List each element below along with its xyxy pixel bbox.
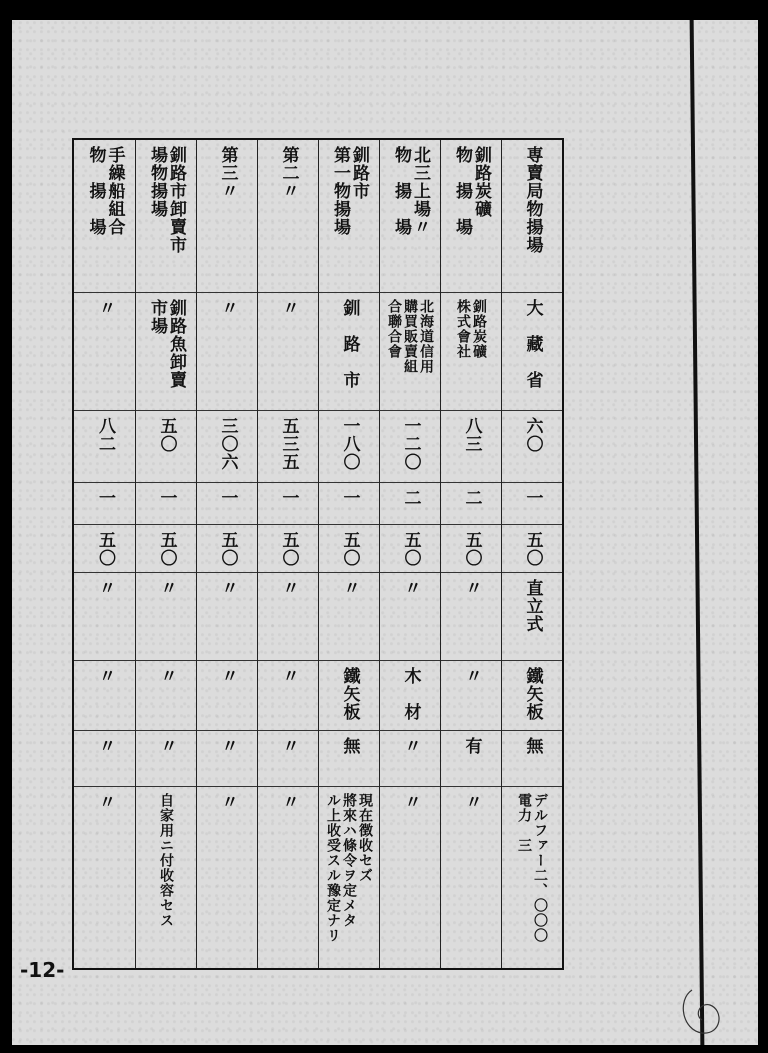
table-cell-length: [136, 410, 196, 482]
table-cell-count: [197, 482, 257, 524]
cell-text: 五〇: [278, 531, 299, 567]
table-cell-site: [258, 140, 318, 292]
cell-text: 〃: [95, 667, 115, 685]
table-cell-depth: [380, 524, 440, 572]
table-cell-extra: [136, 730, 196, 786]
table-cell-extra: [197, 730, 257, 786]
table-cell-site: [380, 140, 440, 292]
table-cell-remark: [502, 786, 562, 968]
cell-text: 〃: [156, 667, 177, 685]
cell-text: 〃: [217, 299, 238, 317]
cell-text: 一: [217, 489, 238, 507]
table-cell-count: [74, 482, 135, 524]
cell-text: 鐵矢板: [522, 667, 543, 721]
table-cell-material: [197, 660, 257, 730]
document-page: [12, 20, 758, 1045]
table-cell-extra: [441, 730, 501, 786]
table-column: [74, 140, 135, 968]
table-cell-owner: [319, 292, 379, 410]
table-cell-owner: [258, 292, 318, 410]
table-cell-remark: [441, 786, 501, 968]
cell-text: 五〇: [400, 531, 421, 567]
cell-text: 一二〇: [400, 417, 421, 471]
table-cell-extra: [319, 730, 379, 786]
cell-text: 一: [278, 489, 299, 507]
table-cell-length: [319, 410, 379, 482]
cell-text: 〃: [278, 737, 299, 755]
cell-text: 五〇: [156, 531, 177, 567]
table-cell-depth: [197, 524, 257, 572]
cell-text: 〃: [278, 579, 299, 597]
cell-text: 鐵矢板: [339, 667, 360, 721]
table-cell-depth: [74, 524, 135, 572]
cell-text: 〃: [217, 737, 238, 755]
cell-text: 〃: [400, 737, 421, 755]
table-cell-type: [136, 572, 196, 660]
cell-text: 手繰船組合 物 揚 場: [85, 146, 125, 236]
cell-text: 一八〇: [339, 417, 360, 471]
table-cell-type: [74, 572, 135, 660]
table-cell-material: [136, 660, 196, 730]
cell-text: 北海道信用 購買販賣組 合聯合會: [386, 299, 434, 374]
cell-text: 直立式: [522, 579, 543, 633]
cell-text: 〃: [278, 667, 299, 685]
table-column: [501, 140, 562, 968]
cell-text: 〃: [217, 579, 238, 597]
table-cell-count: [380, 482, 440, 524]
page-number: -12-: [20, 958, 65, 982]
cell-text: 〃: [156, 737, 177, 755]
cell-text: 釧路魚卸賣 市場: [147, 299, 186, 389]
cell-text: 六〇: [522, 417, 543, 453]
cell-text: 第二〃: [278, 146, 299, 200]
cell-text: 〃: [95, 299, 115, 317]
table-cell-remark: [380, 786, 440, 968]
cell-text: 釧 路 市: [339, 299, 360, 389]
cell-text: 〃: [400, 793, 421, 811]
table-cell-type: [380, 572, 440, 660]
table-cell-depth: [441, 524, 501, 572]
table-cell-count: [441, 482, 501, 524]
table-cell-site: [197, 140, 257, 292]
cell-text: 木 材: [400, 667, 421, 721]
cell-text: 五〇: [522, 531, 543, 567]
table-cell-type: [441, 572, 501, 660]
table-cell-length: [258, 410, 318, 482]
cell-text: 〃: [278, 299, 299, 317]
table-column: [257, 140, 318, 968]
cell-text: 釧路炭礦 株式會社: [455, 299, 487, 359]
cell-text: 五三五: [278, 417, 299, 471]
ink-mark: [672, 975, 732, 1045]
table-cell-remark: [319, 786, 379, 968]
cell-text: 〃: [461, 667, 482, 685]
cell-text: 釧路市 第一物揚場: [330, 146, 369, 236]
table-cell-extra: [502, 730, 562, 786]
cell-text: 〃: [461, 579, 482, 597]
cell-text: 〃: [217, 667, 238, 685]
cell-text: 有: [461, 737, 482, 755]
table-cell-site: [319, 140, 379, 292]
table-cell-extra: [258, 730, 318, 786]
table-cell-owner: [197, 292, 257, 410]
table-cell-owner: [441, 292, 501, 410]
cell-text: 三〇六: [217, 417, 238, 471]
table-column: [318, 140, 379, 968]
cell-text: 〃: [156, 579, 177, 597]
cell-text: 〃: [217, 793, 238, 811]
cell-text: 無: [339, 737, 360, 755]
table-cell-length: [441, 410, 501, 482]
table-cell-owner: [136, 292, 196, 410]
cell-text: 二: [461, 489, 482, 507]
cell-text: 〃: [95, 793, 115, 811]
table-cell-depth: [258, 524, 318, 572]
table-column: [135, 140, 196, 968]
table-cell-remark: [197, 786, 257, 968]
table-cell-type: [502, 572, 562, 660]
cell-text: 八三: [461, 417, 482, 453]
cell-text: 一: [339, 489, 360, 507]
table-cell-material: [502, 660, 562, 730]
table-cell-count: [319, 482, 379, 524]
table-column: [379, 140, 440, 968]
table-cell-length: [197, 410, 257, 482]
table-cell-type: [319, 572, 379, 660]
table-cell-site: [74, 140, 135, 292]
table-cell-count: [502, 482, 562, 524]
cell-text: 自家用ニ付收容セス: [158, 793, 174, 928]
table-cell-type: [258, 572, 318, 660]
cell-text: 釧路市卸賣市 場物揚場: [147, 146, 186, 254]
table-cell-depth: [136, 524, 196, 572]
cell-text: デルファー二、〇〇〇 電力 三: [516, 793, 548, 943]
table-cell-owner: [74, 292, 135, 410]
cell-text: 五〇: [461, 531, 482, 567]
cell-text: 五〇: [156, 417, 177, 453]
cell-text: 無: [522, 737, 543, 755]
table-cell-length: [74, 410, 135, 482]
cell-text: 〃: [339, 579, 360, 597]
cell-text: 二: [400, 489, 421, 507]
table-cell-material: [74, 660, 135, 730]
table-cell-extra: [74, 730, 135, 786]
cell-text: 八二: [95, 417, 115, 453]
cell-text: 〃: [95, 737, 115, 755]
table-cell-length: [502, 410, 562, 482]
table-cell-remark: [74, 786, 135, 968]
table-cell-type: [197, 572, 257, 660]
cell-text: 現在徴收セズ 將來ハ條令ヲ定メタ ル上收受スル豫定ナリ: [325, 793, 373, 943]
table-cell-remark: [258, 786, 318, 968]
cell-text: 北三上場〃 物 揚 場: [391, 146, 430, 236]
cell-text: 〃: [95, 579, 115, 597]
cell-text: 第三〃: [217, 146, 238, 200]
table-cell-remark: [136, 786, 196, 968]
table-cell-material: [380, 660, 440, 730]
cell-text: 釧路炭礦 物 揚 場: [452, 146, 491, 236]
cell-text: 一: [522, 489, 543, 507]
cell-text: 〃: [278, 793, 299, 811]
table-cell-material: [258, 660, 318, 730]
table-cell-depth: [319, 524, 379, 572]
table-column: [440, 140, 501, 968]
table-cell-depth: [502, 524, 562, 572]
cell-text: 専賣局物揚場: [522, 146, 543, 254]
table-cell-site: [136, 140, 196, 292]
table-cell-length: [380, 410, 440, 482]
table-cell-owner: [502, 292, 562, 410]
table-cell-count: [136, 482, 196, 524]
table-cell-count: [258, 482, 318, 524]
cell-text: 五〇: [217, 531, 238, 567]
cell-text: 一: [95, 489, 115, 507]
table-cell-extra: [380, 730, 440, 786]
table-cell-site: [441, 140, 501, 292]
table-cell-site: [502, 140, 562, 292]
cell-text: 五〇: [339, 531, 360, 567]
cell-text: 一: [156, 489, 177, 507]
cell-text: 大 藏 省: [522, 299, 543, 389]
table-cell-material: [319, 660, 379, 730]
cell-text: 〃: [461, 793, 482, 811]
cell-text: 五〇: [95, 531, 115, 567]
table-cell-material: [441, 660, 501, 730]
cell-text: 〃: [400, 579, 421, 597]
table-cell-owner: [380, 292, 440, 410]
data-table: [72, 138, 564, 970]
table-column: [196, 140, 257, 968]
page-margin-rule: [690, 20, 705, 1045]
